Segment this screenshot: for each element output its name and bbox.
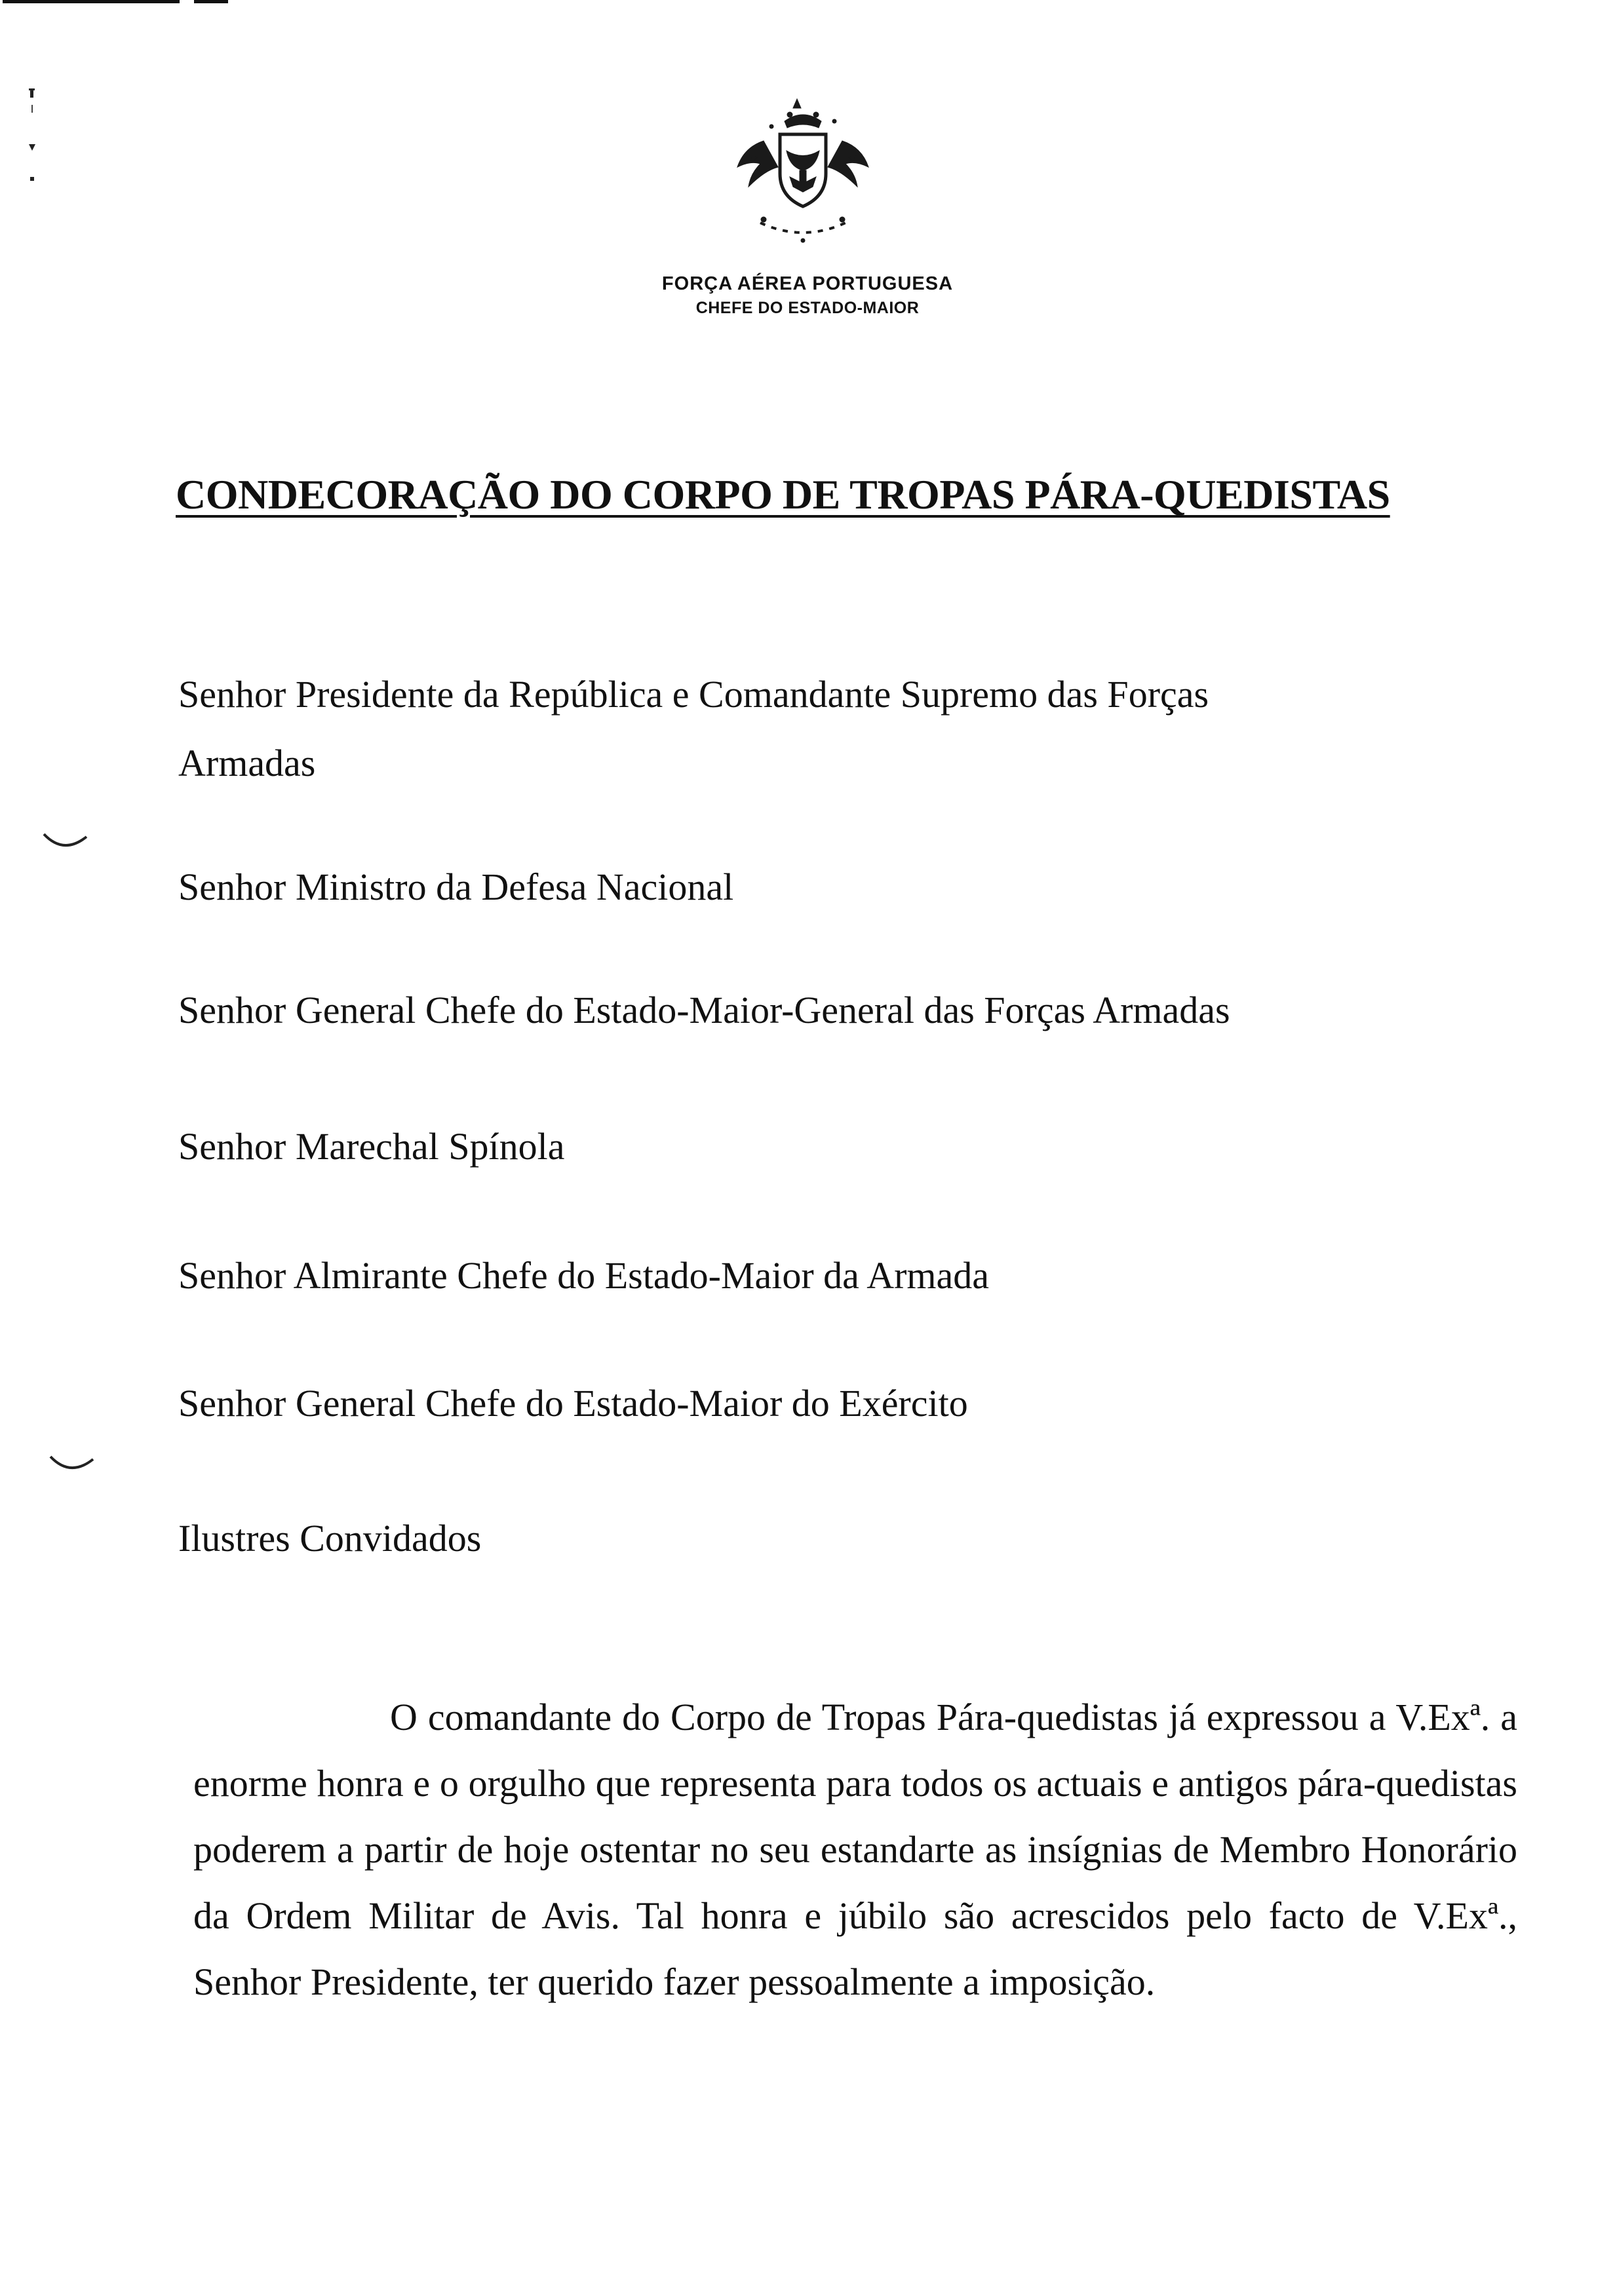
salutation-line: Senhor General Chefe do Estado-Maior do Exército bbox=[178, 1382, 968, 1425]
org-subtitle: CHEFE DO ESTADO-MAIOR bbox=[695, 299, 920, 317]
org-name: FORÇA AÉREA PORTUGUESA bbox=[661, 273, 954, 294]
coat-of-arms-icon bbox=[724, 95, 882, 259]
margin-curve-mark bbox=[47, 1451, 100, 1478]
salutation-line: Senhor Ministro da Defesa Nacional bbox=[178, 866, 734, 908]
top-rule bbox=[3, 0, 229, 4]
salutation-line: Senhor Almirante Chefe do Estado-Maior da Armada bbox=[178, 1254, 990, 1297]
margin-curve-mark bbox=[41, 829, 93, 855]
document-title: CONDECORAÇÃO DO CORPO DE TROPAS PÁRA-QUEDISTAS bbox=[176, 471, 1390, 518]
salutation-line: Armadas bbox=[178, 742, 316, 784]
body-paragraph: O comandante do Corpo de Tropas Pára-quedistas já expressou a V.Exª. a enorme honra e o orgulho que representa para todos os actuais e antigos pára-quedistas poderem a partir de hoje ostentar no seu estandarte as insígnias de Membro Honorário da Ordem Militar de Avis. Tal honra e júbilo são acrescidos pelo facto de V.Exª., Senhor Presidente, ter querido fazer pessoalmente a imposição. bbox=[193, 1696, 1517, 2003]
salutation-line: Ilustres Convidados bbox=[178, 1517, 482, 1559]
salutation-line: Senhor General Chefe do Estado-Maior-General das Forças Armadas bbox=[178, 989, 1230, 1031]
salutation-line: Senhor Presidente da República e Comandante Supremo das Forças bbox=[178, 673, 1209, 716]
salutation-line: Senhor Marechal Spínola bbox=[178, 1125, 565, 1168]
margin-marks bbox=[20, 79, 46, 197]
